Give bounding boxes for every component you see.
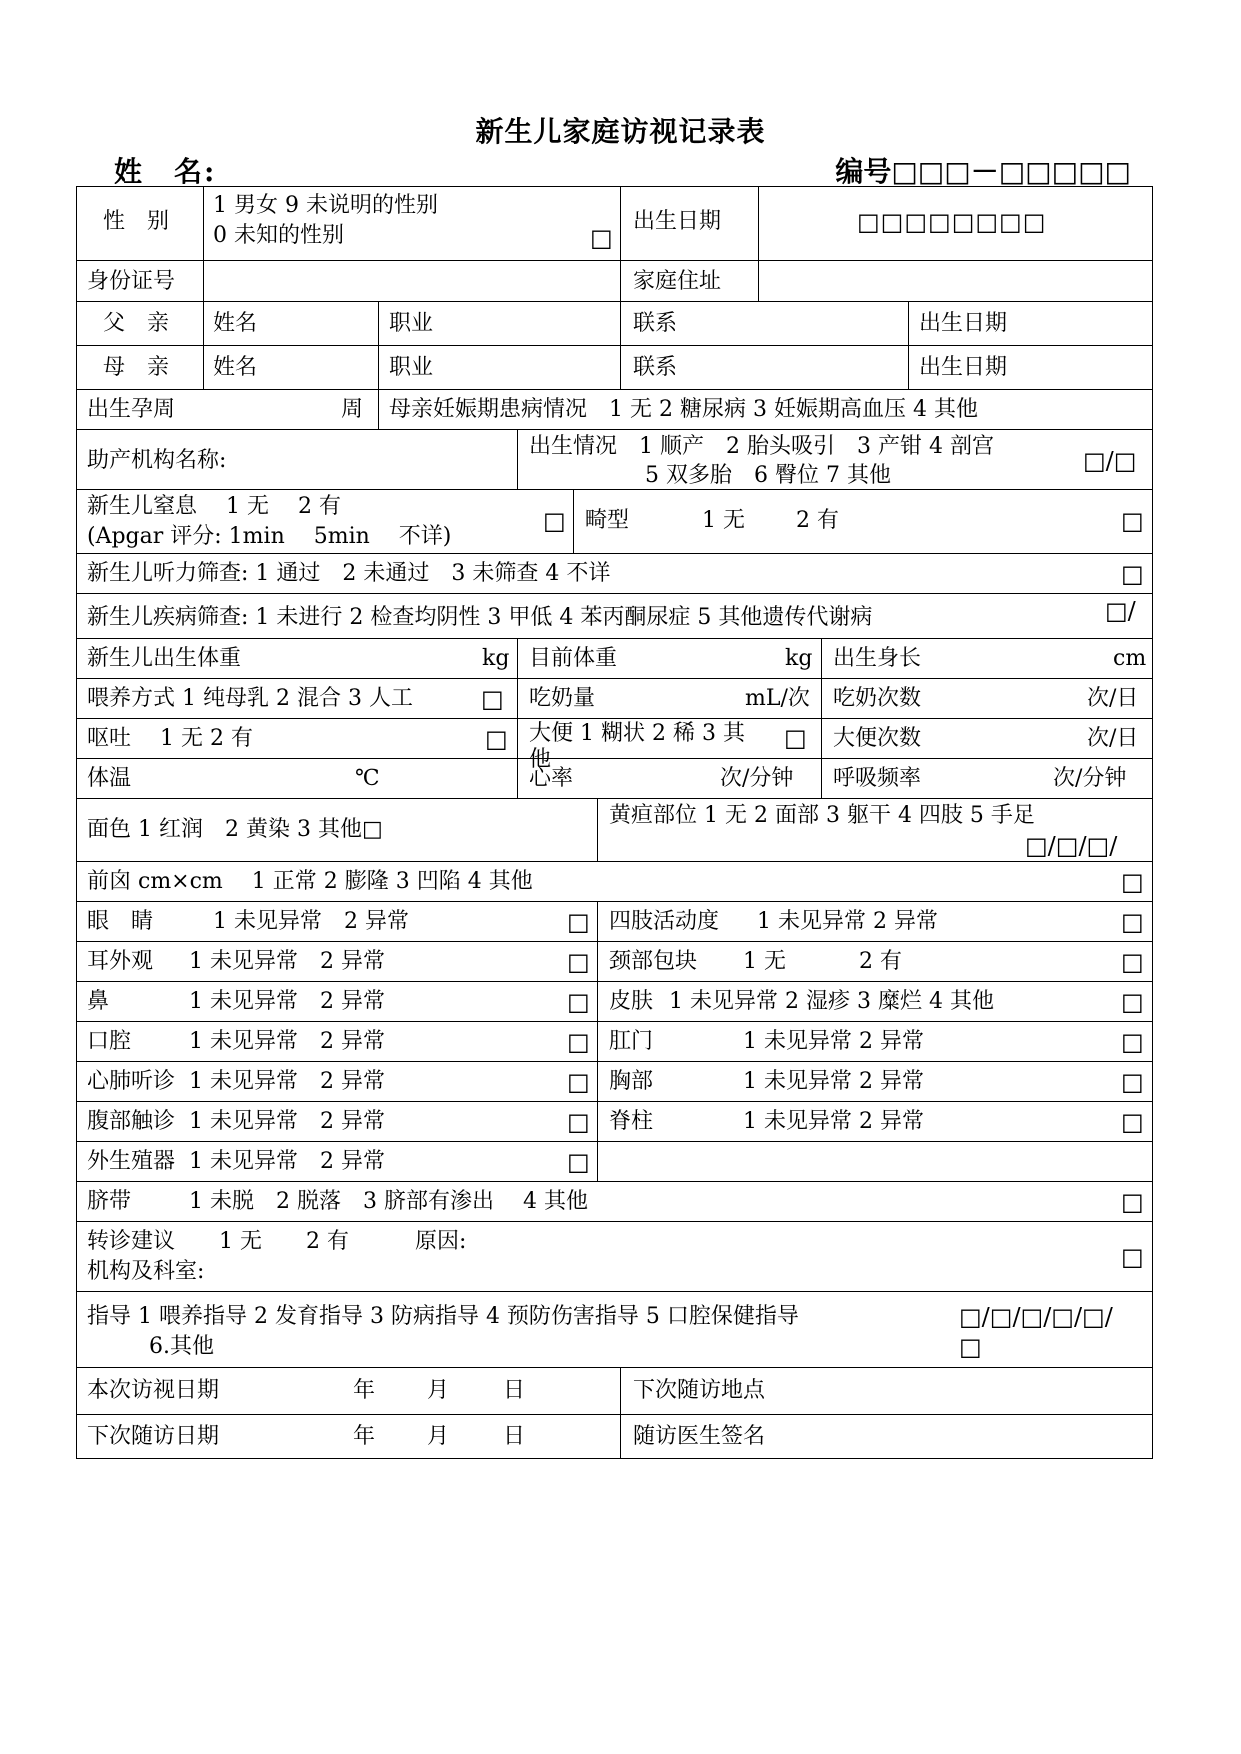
abdomen-label: 腹部触诊 [87, 1109, 176, 1134]
next-visit-day: 日 [503, 1424, 526, 1449]
father-contact-label: 联系 [633, 311, 678, 336]
page-title: 新生儿家庭访视记录表 [475, 115, 766, 148]
anus-label: 肛门 [609, 1029, 654, 1054]
fontanel-checkbox[interactable]: □ [1121, 868, 1144, 896]
limb-activity-checkbox[interactable]: □ [1121, 908, 1144, 936]
neck-mass-label: 颈部包块 [609, 949, 698, 974]
apgar-score: (Apgar 评分: 1min 5min 不详) [87, 524, 452, 549]
ears-checkbox[interactable]: □ [567, 948, 590, 976]
row-nose [77, 981, 1152, 1021]
skin-checkbox[interactable]: □ [1121, 988, 1144, 1016]
disease-checkbox[interactable]: □/ [1105, 597, 1136, 625]
heartlung-checkbox[interactable]: □ [567, 1068, 590, 1096]
abdomen-checkbox[interactable]: □ [567, 1108, 590, 1136]
fontanel-label: 前囟 cm×cm 1 正常 2 膨隆 3 凹陷 4 其他 [87, 869, 533, 894]
stool-label-overflow: 他 [529, 747, 552, 772]
navel-options: 1 未脱 2 脱落 3 脐部有渗出 4 其他 [189, 1189, 588, 1214]
name-label: 姓 名: [114, 155, 217, 188]
skin-label: 皮肤 [609, 989, 654, 1014]
row-mouth [77, 1021, 1152, 1061]
birth-weight-label: 新生儿出生体重 [87, 646, 242, 671]
stool-cell [518, 719, 820, 772]
guidance-checkboxes[interactable]: □/□/□/□/□/ [959, 1303, 1113, 1331]
ears-options: 1 未见异常 2 异常 [189, 949, 385, 974]
dob-label: 出生日期 [633, 209, 722, 234]
birth-weight-unit: kg [482, 646, 510, 671]
father-label: 父 亲 [103, 311, 170, 336]
row-midwife [77, 429, 1152, 489]
mother-job-label: 职业 [389, 355, 434, 380]
genital-options: 1 未见异常 2 异常 [189, 1149, 385, 1174]
row-heartlung [77, 1061, 1152, 1101]
visit-year: 年 [353, 1378, 376, 1403]
row-ears [77, 941, 1152, 981]
hearing-checkbox[interactable]: □ [1121, 560, 1144, 588]
mother-label: 母 亲 [103, 355, 170, 380]
guidance-checkbox-last[interactable]: □ [959, 1333, 982, 1361]
row-eyes [77, 901, 1152, 941]
birth-situation-2: 5 双多胎 6 臀位 7 其他 [645, 463, 891, 488]
next-visit-year: 年 [353, 1424, 376, 1449]
resp-rate-label: 呼吸频率 [833, 766, 922, 791]
navel-checkbox[interactable]: □ [1121, 1188, 1144, 1216]
deformity-label: 畸型 1 无 2 有 [585, 508, 839, 533]
row-id [77, 260, 1152, 301]
row-hearing [77, 553, 1152, 593]
row-referral [77, 1221, 1152, 1291]
asphyxia-label: 新生儿窒息 1 无 2 有 [87, 494, 341, 519]
spine-label: 脊柱 [609, 1109, 654, 1134]
row-vitals [77, 758, 1152, 798]
heart-rate-label: 心率 [529, 766, 574, 791]
stool-checkbox[interactable]: □ [784, 724, 807, 752]
limb-activity-options: 1 未见异常 2 异常 [757, 909, 938, 934]
jaundice-location: 黄疸部位 1 无 2 面部 3 躯干 4 四肢 5 手足 [609, 803, 1035, 828]
next-visit-date-label: 下次随访日期 [87, 1424, 220, 1449]
vomit-checkbox[interactable]: □ [485, 725, 508, 753]
deformity-checkbox[interactable]: □ [1121, 507, 1144, 535]
row-guidance [77, 1291, 1152, 1367]
feeding-method: 喂养方式 1 纯母乳 2 混合 3 人工 [87, 686, 413, 711]
stool-times-label: 大便次数 [833, 726, 922, 751]
ears-label: 耳外观 [87, 949, 154, 974]
gender-label: 性 别 [103, 209, 170, 234]
chest-label: 胸部 [609, 1069, 654, 1094]
referral-institution: 机构及科室: [87, 1259, 205, 1284]
feeding-times-unit: 次/日 [1087, 686, 1139, 711]
heartlung-label: 心肺听诊 [87, 1069, 176, 1094]
row-father [77, 301, 1152, 345]
serial-number: 编号□□□－□□□□□ [835, 155, 1131, 188]
maternal-illness: 母亲妊娠期患病情况 1 无 2 糖尿病 3 妊娠期高血压 4 其他 [389, 397, 978, 422]
jaundice-checkboxes[interactable]: □/□/□/ [1025, 832, 1118, 860]
heart-rate-unit: 次/分钟 [720, 766, 794, 791]
referral-advice: 转诊建议 1 无 2 有 原因: [87, 1229, 467, 1254]
row-asphyxia [77, 489, 1152, 553]
gender-options: 1 男女 9 未说明的性别 [213, 193, 438, 218]
row-weight [77, 638, 1152, 678]
current-weight-unit: kg [785, 646, 813, 671]
row-vomit [77, 718, 1152, 772]
anus-options: 1 未见异常 2 异常 [743, 1029, 924, 1054]
genital-label: 外生殖器 [87, 1149, 176, 1174]
next-visit-place-label: 下次随访地点 [633, 1378, 766, 1403]
father-dob-label: 出生日期 [919, 311, 1008, 336]
eyes-options: 1 未见异常 2 异常 [213, 909, 409, 934]
nose-label: 鼻 [87, 989, 110, 1014]
address-label: 家庭住址 [633, 269, 722, 294]
vomit-label: 呕吐 1 无 2 有 [87, 726, 253, 751]
milk-amount-unit: mL/次 [745, 686, 810, 711]
mouth-label: 口腔 [87, 1029, 132, 1054]
father-name-label: 姓名 [213, 311, 258, 336]
gender-checkbox[interactable]: □ [590, 224, 613, 252]
row-next-visit [77, 1414, 1152, 1458]
row-gestation [77, 389, 1152, 429]
mother-dob-label: 出生日期 [919, 355, 1008, 380]
nose-checkbox[interactable]: □ [567, 988, 590, 1016]
row-abdomen [77, 1101, 1152, 1141]
navel-label: 脐带 [87, 1189, 132, 1214]
row-gender [77, 187, 1152, 260]
eyes-label: 眼 睛 [87, 909, 154, 934]
birth-length-unit: cm [1113, 646, 1147, 671]
row-disease [77, 593, 1152, 638]
anus-checkbox[interactable]: □ [1121, 1028, 1144, 1056]
current-weight-label: 目前体重 [529, 646, 618, 671]
referral-checkbox[interactable]: □ [1121, 1243, 1144, 1271]
eyes-checkbox[interactable]: □ [567, 908, 590, 936]
milk-amount-label: 吃奶量 [529, 686, 596, 711]
visit-form [76, 186, 1153, 1459]
row-fontanel [77, 861, 1152, 901]
hearing-screening: 新生儿听力筛查: 1 通过 2 未通过 3 未筛查 4 不详 [87, 561, 611, 586]
feeding-times-label: 吃奶次数 [833, 686, 922, 711]
row-navel [77, 1181, 1152, 1221]
disease-screening: 新生儿疾病筛查: 1 未进行 2 检查均阴性 3 甲低 4 苯丙酮尿症 5 其他遗传代谢病 [87, 605, 873, 630]
temperature-label: 体温 [87, 766, 132, 791]
row-feeding [77, 678, 1152, 718]
spine-options: 1 未见异常 2 异常 [743, 1109, 924, 1134]
temperature-unit: ℃ [355, 766, 380, 791]
visit-month: 月 [427, 1378, 450, 1403]
midwife-label: 助产机构名称: [87, 448, 227, 473]
birth-length-label: 出生身长 [833, 646, 922, 671]
skin-options: 1 未见异常 2 湿疹 3 糜烂 4 其他 [669, 989, 994, 1014]
father-job-label: 职业 [389, 311, 434, 336]
mother-contact-label: 联系 [633, 355, 678, 380]
spine-checkbox[interactable]: □ [1121, 1108, 1144, 1136]
id-label: 身份证号 [87, 269, 176, 294]
feeding-checkbox[interactable]: □ [481, 685, 504, 713]
row-genital [77, 1141, 1152, 1181]
next-visit-month: 月 [427, 1424, 450, 1449]
nose-options: 1 未见异常 2 异常 [189, 989, 385, 1014]
chest-options: 1 未见异常 2 异常 [743, 1069, 924, 1094]
gestation-unit: 周 [341, 397, 364, 422]
guidance-options: 指导 1 喂养指导 2 发育指导 3 防病指导 4 预防伤害指导 5 口腔保健指导 [87, 1304, 799, 1329]
mouth-checkbox[interactable]: □ [567, 1028, 590, 1056]
face-color: 面色 1 红润 2 黄染 3 其他□ [87, 817, 383, 842]
mouth-options: 1 未见异常 2 异常 [189, 1029, 385, 1054]
resp-rate-unit: 次/分钟 [1053, 766, 1127, 791]
stool-times-unit: 次/日 [1087, 726, 1139, 751]
row-mother [77, 345, 1152, 389]
neck-mass-options: 1 无 2 有 [743, 949, 902, 974]
genital-checkbox[interactable]: □ [567, 1148, 590, 1176]
birth-situation: 出生情况 1 顺产 2 胎头吸引 3 产钳 4 剖宫 [529, 434, 994, 459]
mother-name-label: 姓名 [213, 355, 258, 380]
limb-activity-label: 四肢活动度 [609, 909, 720, 934]
guidance-other: 6.其他 [149, 1334, 214, 1359]
row-face [77, 798, 1152, 861]
neck-mass-checkbox[interactable]: □ [1121, 948, 1144, 976]
abdomen-options: 1 未见异常 2 异常 [189, 1109, 385, 1134]
doctor-signature-label: 随访医生签名 [633, 1424, 766, 1449]
gender-options-2: 0 未知的性别 [213, 223, 344, 248]
chest-checkbox[interactable]: □ [1121, 1068, 1144, 1096]
dob-boxes[interactable]: □□□□□□□□ [857, 208, 1047, 236]
birth-checkboxes[interactable]: □/□ [1083, 447, 1137, 475]
row-visit-date [77, 1367, 1152, 1414]
stool-label: 大便 1 糊状 2 稀 3 其 [529, 721, 745, 746]
heartlung-options: 1 未见异常 2 异常 [189, 1069, 385, 1094]
visit-date-label: 本次访视日期 [87, 1378, 220, 1403]
asphyxia-checkbox[interactable]: □ [543, 507, 566, 535]
gestation-label: 出生孕周 [87, 397, 176, 422]
visit-day: 日 [503, 1378, 526, 1403]
